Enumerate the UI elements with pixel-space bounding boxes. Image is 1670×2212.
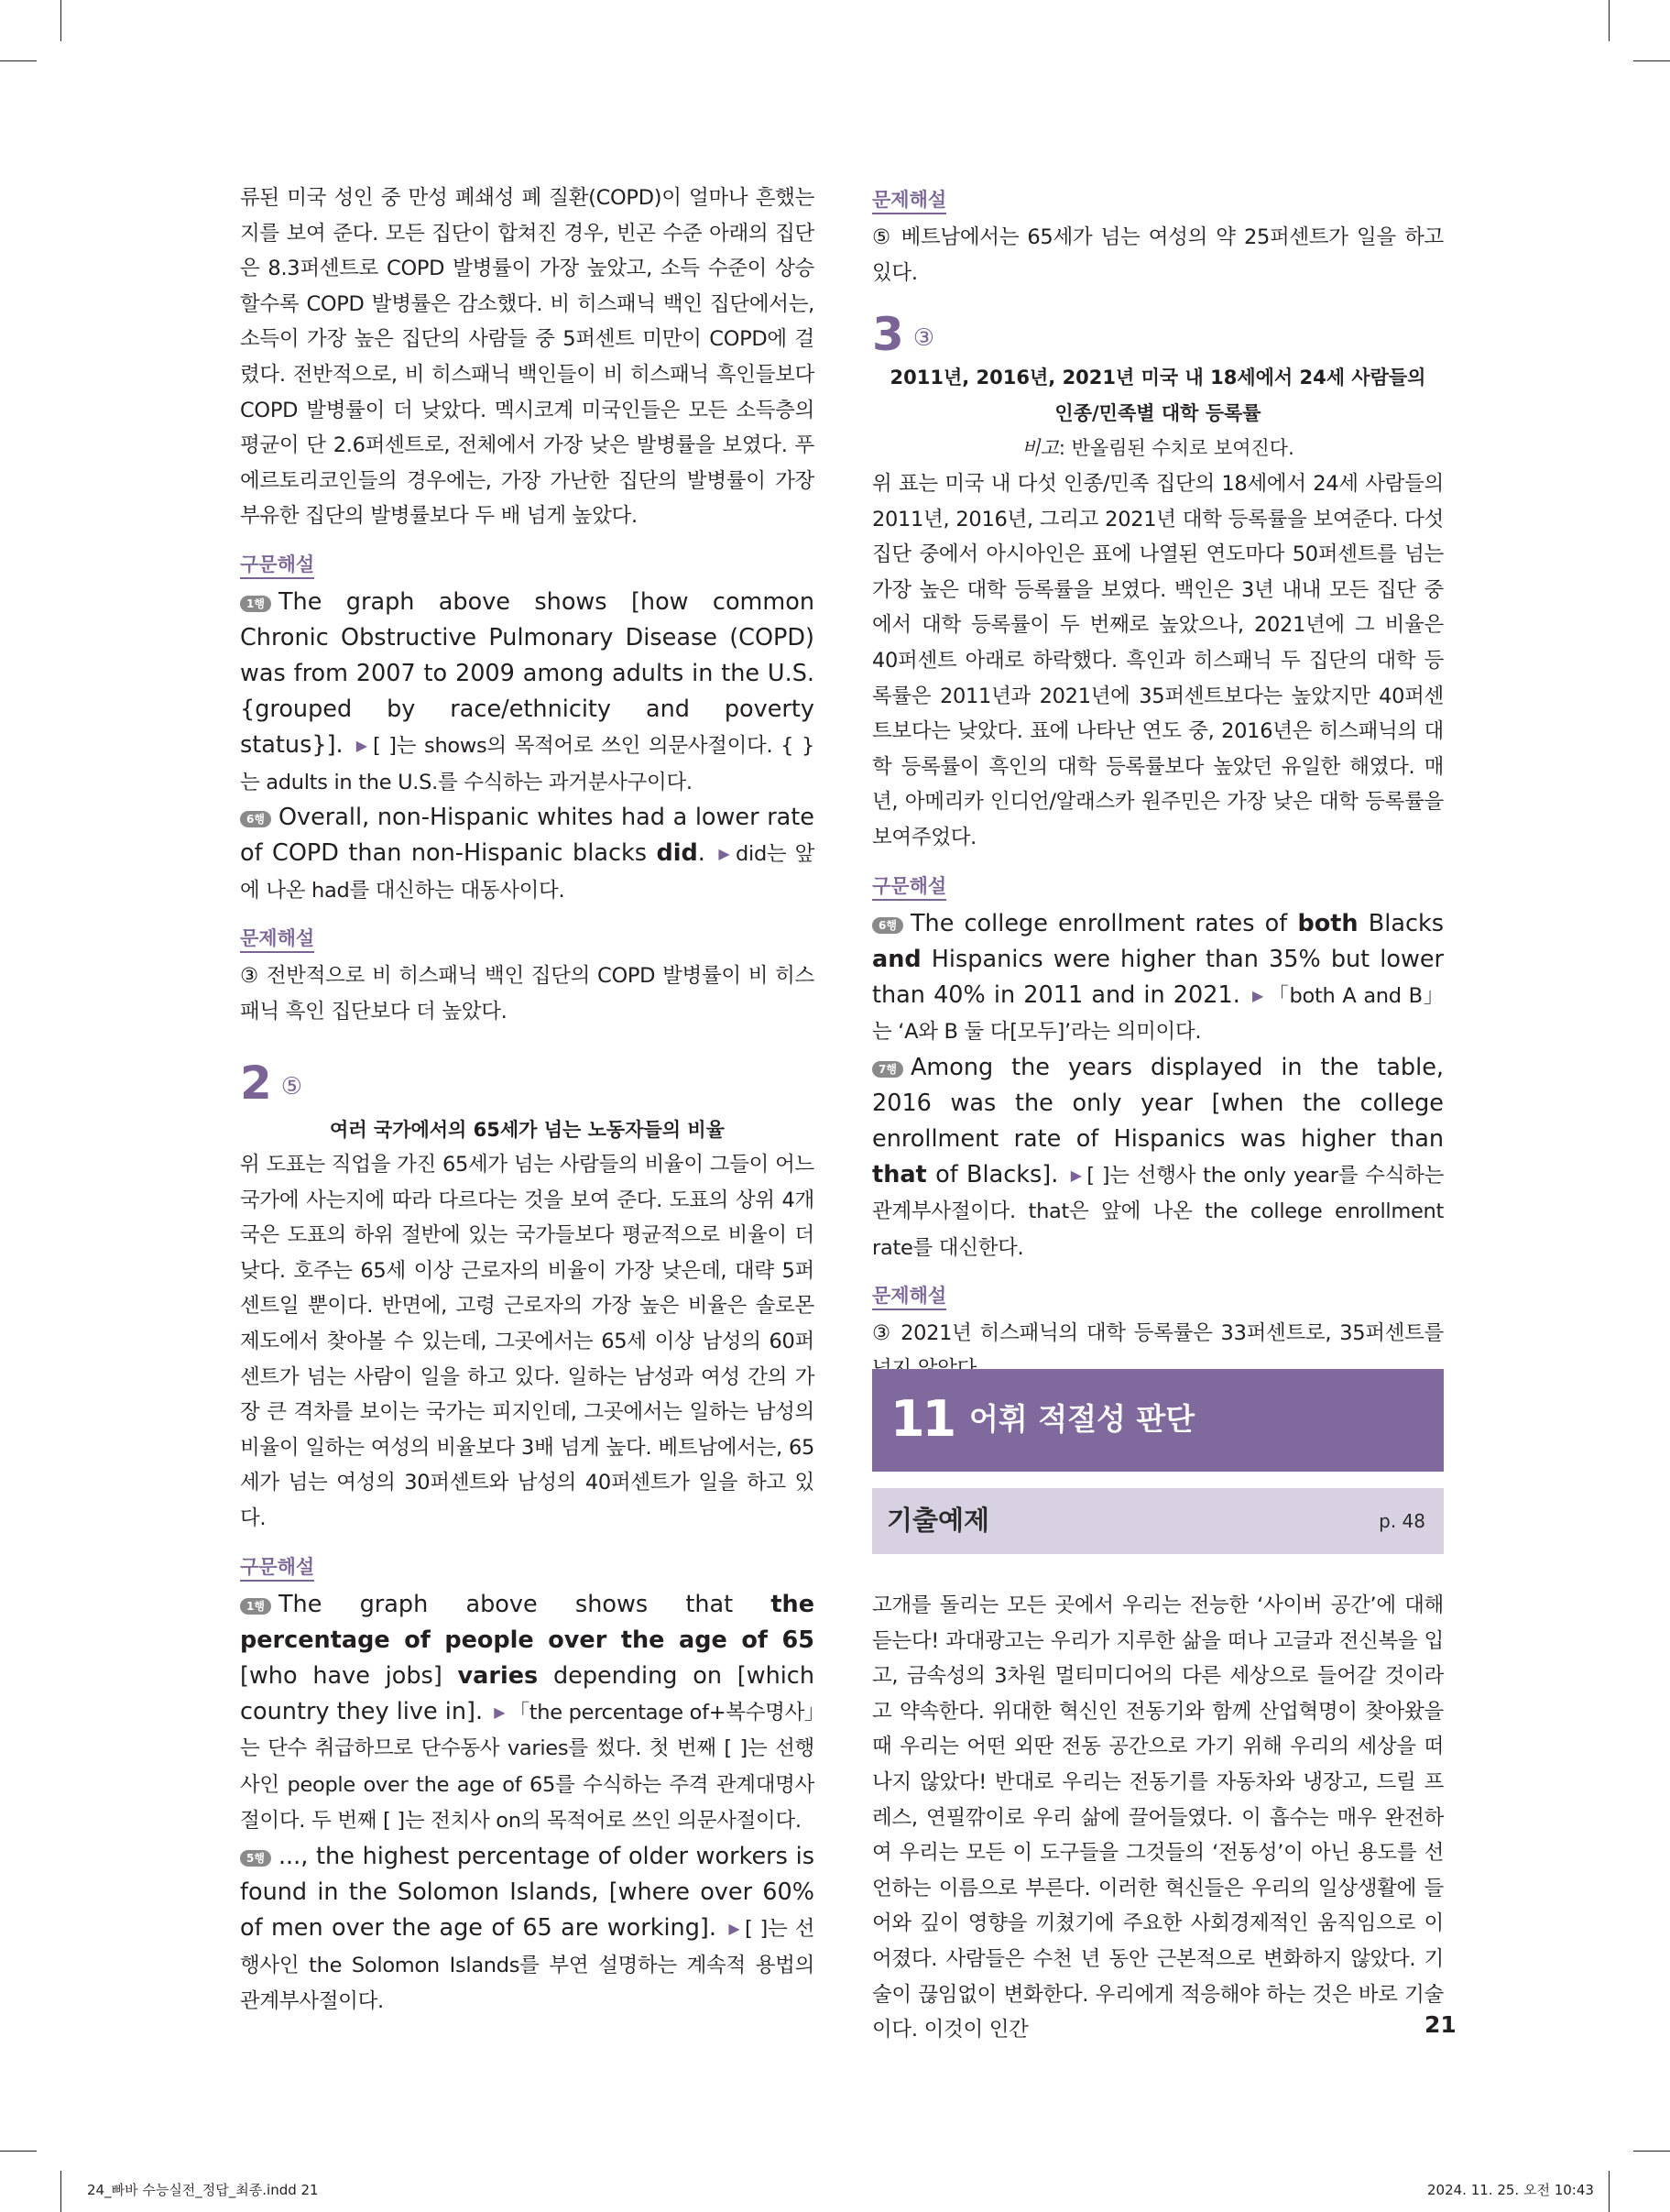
note-text: : 반올림된 수치로 보여진다. — [1058, 437, 1294, 460]
crop-mark — [0, 2151, 37, 2152]
grammar-bold: did — [656, 839, 698, 868]
line-tag: 1행 — [240, 596, 271, 612]
example-passage — [872, 1588, 1444, 2048]
grammar-sentence: ..., the highest percentage of older workers is found in the Solomon Islands, [where over 60% of men over the age of 65 are working]. — [240, 1843, 814, 1942]
translation-paragraph: 위 도표는 직업을 가진 65세가 넘는 사람들의 비율이 그들이 어느 국가에 사는지에 따라 다르다는 것을 보여 준다. 도표의 상위 4개국은 도표의 하위 절반에 있는 국가들보다 평균적으로 비율이 더 낮다. 호주는 65세 이상 근로자의 비율이 가장 낮은데, 대략 5퍼센트일 뿐이다. 반면에, 고령 근로자의 가장 높은 비율은 솔로몬 제도에서 찾아볼 수 있는데, 그곳에서는 65세 이상 남성의 60퍼센트가 넘는 사람이 일을 하고 있다. 일하는 남성과 여성 간의 가장 큰 격차를 보이는 국가는 피지인데, 그곳에서는 일하는 남성의 비율이 일하는 여성의 비율보다 3배 넘게 높다. 베트남에서는, 65세가 넘는 여성의 30퍼센트와 남성의 40퍼센트가 일을 하고 있다. — [240, 1153, 814, 1531]
grammar-label: 구문해설 — [240, 1555, 314, 1582]
crop-mark — [1633, 60, 1670, 61]
answer-explanation: ⑤ 베트남에서는 65세가 넘는 여성의 약 25퍼센트가 일을 하고 있다. — [872, 225, 1444, 285]
grammar-sentence: Among the years displayed in the table, 2016 was the only year [when the college enrollment rate of Hispanics was higher than — [872, 1053, 1444, 1153]
question-title-line2: 인종/민족별 대학 등록률 — [1054, 401, 1261, 424]
grammar-explanation: [ ]는 선행사 the only year를 수식하는 관계부사절이다. that은 앞에 나온 the college enrollment rate를 대신한다. — [872, 1163, 1445, 1260]
left-column — [240, 181, 814, 2020]
crop-mark — [1609, 0, 1610, 41]
subhead-title: 기출예제 — [887, 1505, 990, 1536]
grammar-sentence: The graph above shows [how common Chronic Obstructive Pulmonary Disease (COPD) was from 2007 to 2009 among adults in the U.S. {grouped by race/ethnicity and poverty status}]. — [240, 587, 814, 759]
answer-explanation: ③ 전반적으로 비 히스패닉 백인 집단의 COPD 발병률이 비 히스패닉 흑인 집단보다 더 높았다. — [240, 964, 814, 1024]
grammar-note-1 — [240, 1587, 814, 1839]
passage-text: 고개를 돌리는 모든 곳에서 우리는 전능한 ‘사이버 공간’에 대해 듣는다! 과대광고는 우리가 지루한 삶을 떠나 고글과 전신복을 입고, 금속성의 3차원 멀티미디어의 다른 세상으로 들어갈 것이라고 약속한다. 위대한 혁신인 전동기와 함께 산업혁명이 찾아왔을 때 우리는 어떤 외딴 전동 공간으로 가기 위해 우리의 세상을 떠나지 않았다! 반대로 우리는 전동기를 자동차와 냉장고, 드릴 프레스, 연필깎이로 우리 삶에 끌어들였다. 이 흡수는 매우 완전하여 우리는 모든 이 도구들을 그것들의 ‘전동성’이 아닌 용도를 선언하는 이름으로 부른다. 이러한 혁신들은 우리의 일상생활에 들어와 깊이 영향을 끼쳤기에 주요한 사회경제적인 움직임으로 이어졌다. 사람들은 수천 년 동안 근본적으로 변화하지 않았다. 기술이 끊임없이 변화한다. 우리에게 적응해야 하는 것은 바로 기술이다. 이것이 인간 — [872, 1593, 1444, 2042]
grammar-explanation: did는 앞에 나온 had를 대신하는 대동사이다. — [240, 842, 815, 903]
line-tag: 6행 — [240, 811, 271, 827]
grammar-note-1 — [240, 585, 814, 800]
grammar-sentence: The graph above shows that — [278, 1590, 734, 1618]
section-banner — [872, 1369, 1444, 1472]
grammar-bold: both — [1297, 909, 1359, 937]
right-column — [872, 188, 1444, 1387]
grammar-bold: varies — [457, 1661, 539, 1690]
note-label: 비고 — [1021, 437, 1059, 460]
grammar-sentence: depending on [which country they live in]. — [240, 1661, 814, 1725]
grammar-note-2 — [240, 800, 814, 908]
arrow-icon: ▶ — [1070, 1166, 1084, 1184]
section-number: 11 — [890, 1390, 955, 1448]
grammar-note-2 — [240, 1839, 814, 2020]
crop-mark — [60, 2171, 61, 2212]
grammar-sentence: Hispanics were higher than 35% but lower than 40% in 2011 and in 2021. — [872, 945, 1444, 1009]
question-header — [240, 1057, 814, 1109]
crop-mark — [0, 60, 37, 61]
answer-label: 문제해설 — [872, 1284, 946, 1310]
question-title: 여러 국가에서의 65세가 넘는 노동자들의 비율 — [330, 1118, 725, 1141]
grammar-explanation: [ ]는 선행사인 the Solomon Islands를 부연 설명하는 계속적 용법의 관계부사절이다. — [240, 1917, 815, 2014]
slug-date: 2024. 11. 25. 오전 10:43 — [1427, 2182, 1594, 2198]
crop-mark — [1609, 2171, 1610, 2212]
grammar-bold: that — [872, 1160, 927, 1188]
grammar-explanation: 「the percentage of+복수명사」는 단수 취급하므로 단수동사 varies를 썼다. 첫 번째 [ ]는 선행사인 people over the age of 65를 수식하는 주격 관계대명사절이다. 두 번째 [ ]는 전치사 on의 목적어로 쓰인 의문사절이다. — [240, 1700, 814, 1834]
slug-filename: 24_빠바 수능실전_정답_최종.indd 21 — [87, 2182, 319, 2198]
grammar-sentence: The college enrollment rates of — [910, 909, 1288, 937]
question-answer: ③ — [912, 324, 935, 353]
line-tag: 5행 — [240, 1850, 271, 1867]
grammar-sentence: Blacks — [1368, 909, 1445, 937]
answer-explanation: ③ 2021년 히스패닉의 대학 등록률은 33퍼센트로, 35퍼센트를 — [872, 1321, 1444, 1346]
grammar-sentence: of Blacks]. — [935, 1160, 1059, 1188]
grammar-punct: . — [697, 839, 705, 868]
grammar-note-2 — [872, 1050, 1444, 1266]
translation-paragraph: 위 표는 미국 내 다섯 인종/민족 집단의 18세에서 24세 사람들의 2011년, 2016년, 그리고 2021년 대학 등록률을 보여준다. 다섯 집단 중에서 아시아인은 표에 나열된 연도마다 50퍼센트를 넘는 가장 높은 대학 등록률을 보였다. 백인은 3년 내내 모든 집단 중에서 대학 등록률이 두 번째로 높았으나, 2021년에 그 비율은 40퍼센트 아래로 하락했다. 흑인과 히스패닉 두 집단의 대학 등록률은 2011년과 2021년에 35퍼센트보다는 높았지만 40퍼센트보다는 낮았다. 표에 나타난 연도 중, 2016년은 히스패닉의 대학 등록률이 흑인의 대학 등록률보다 높았던 유일한 해였다. 매년, 아메리카 인디언/알래스카 원주민은 가장 낮은 대학 등록률을 보여주었다. — [872, 471, 1444, 849]
question-title-line1: 2011년, 2016년, 2021년 미국 내 18세에서 24세 사람들의 — [890, 367, 1426, 389]
question-number: 2 — [240, 1056, 272, 1110]
crop-mark — [1633, 2151, 1670, 2152]
question-answer: ⑤ — [280, 1072, 303, 1101]
grammar-explanation: 「both A and B」는 ‘A와 B 둘 다[모두]’라는 의미이다. — [872, 983, 1444, 1045]
line-tag: 7행 — [872, 1061, 903, 1078]
line-tag: 6행 — [872, 917, 903, 934]
crop-mark — [60, 0, 61, 41]
arrow-icon: ▶ — [728, 1920, 741, 1937]
line-tag: 1행 — [240, 1598, 271, 1615]
grammar-sentence: Overall, non-Hispanic whites had a lower rate of COPD than non-Hispanic blacks — [240, 804, 814, 868]
intro-paragraph: 류된 미국 성인 중 만성 폐쇄성 폐 질환(COPD)이 얼마나 흔했는지를 보여 준다. 모든 집단이 합쳐진 경우, 빈곤 수준 아래의 집단은 8.3퍼센트로 COPD 발병률이 가장 높았고, 소득 수준이 상승할수록 COPD 발병률은 감소했다. 비 히스패닉 백인 집단에서는, 소득이 가장 높은 집단의 사람들 중 5퍼센트 미만이 COPD에 걸렸다. 전반적으로, 비 히스패닉 백인들이 비 히스패닉 흑인들보다 COPD 발병률이 더 낮았다. 멕시코계 미국인들은 모든 소득층의 평균이 단 2.6퍼센트로, 전체에서 가장 낮은 발병률을 보였다. 푸에르토리코인들의 경우에는, 가장 가난한 집단의 발병률이 가장 부유한 집단의 발병률보다 두 배 넘게 높았다. — [240, 186, 814, 529]
grammar-explanation: [ ]는 shows의 목적어로 쓰인 의문사절이다. { }는 adults in the U.S.를 수식하는 과거분사구이다. — [240, 733, 814, 794]
arrow-icon: ▶ — [494, 1703, 506, 1721]
section-title: 어휘 적절성 판단 — [969, 1401, 1195, 1437]
answer-label: 문제해설 — [872, 188, 946, 214]
arrow-icon: ▶ — [718, 845, 733, 863]
page-number: 21 — [1424, 2011, 1457, 2038]
grammar-label: 구문해설 — [872, 874, 946, 901]
page-reference: p. 48 — [1379, 1510, 1425, 1532]
grammar-note-1 — [872, 906, 1444, 1050]
grammar-bold: the percentage of people over the age of 65 — [240, 1590, 814, 1654]
arrow-icon: ▶ — [1251, 986, 1265, 1004]
arrow-icon: ▶ — [355, 736, 369, 754]
answer-label: 문제해설 — [240, 926, 314, 953]
grammar-bold: and — [872, 945, 922, 973]
question-note — [872, 431, 1444, 466]
example-subhead — [872, 1488, 1444, 1554]
question-number: 3 — [872, 308, 904, 362]
question-header — [872, 309, 1444, 360]
grammar-sentence: [who have jobs] — [240, 1661, 442, 1690]
grammar-label: 구문해설 — [240, 553, 314, 579]
